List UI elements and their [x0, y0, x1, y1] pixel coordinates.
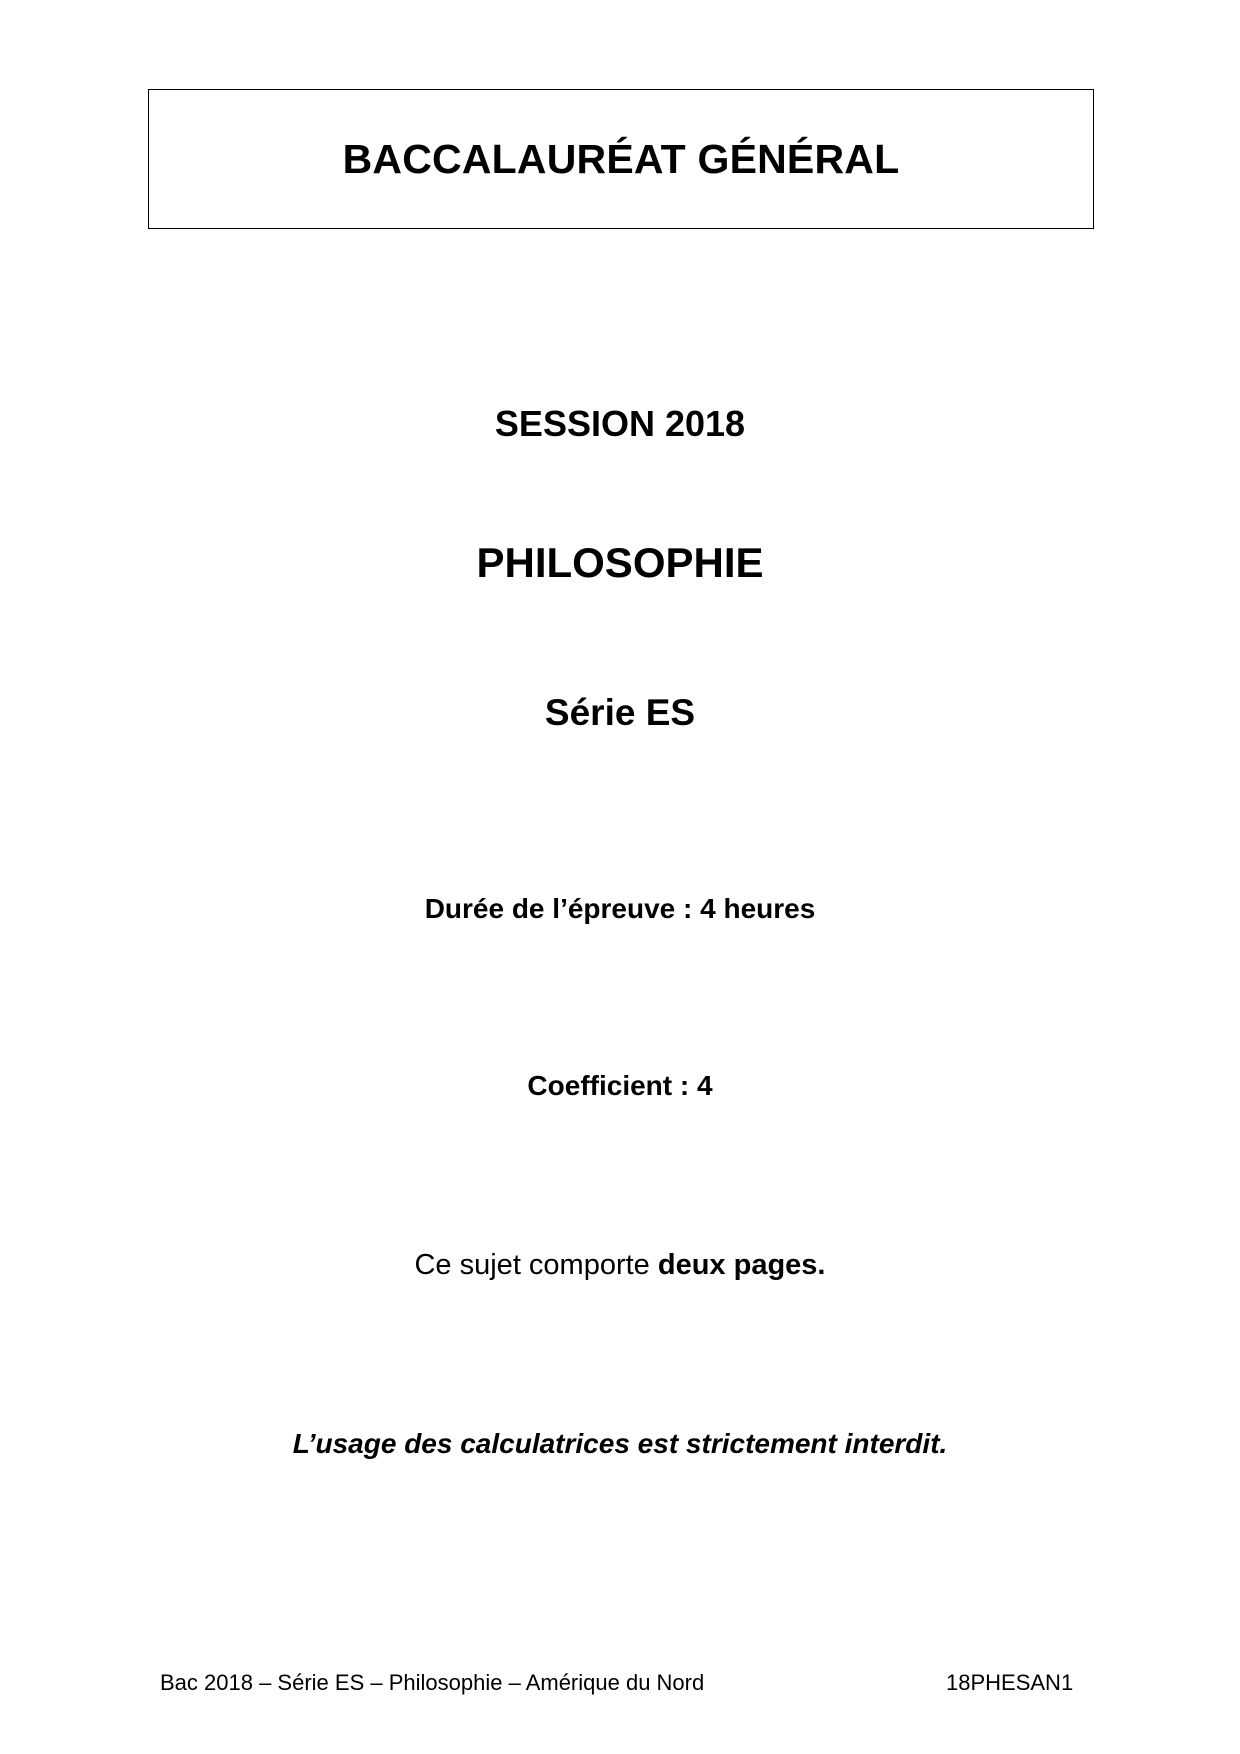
subject-title: PHILOSOPHIE [476, 539, 764, 586]
serie-label: Série ES [544, 692, 696, 733]
calculator-notice: L’usage des calculatrices est strictement interdit. [292, 1428, 948, 1459]
page-count-emphasis: deux pages. [657, 1249, 826, 1281]
page-count-prefix: Ce sujet comporte [414, 1249, 658, 1281]
duration-text: Durée de l’épreuve : 4 heures [424, 893, 816, 924]
page-count-text [0, 1249, 1240, 1282]
coefficient-text: Coefficient : 4 [527, 1070, 713, 1101]
session-label: SESSION 2018 [494, 403, 746, 444]
footer-description: Bac 2018 – Série ES – Philosophie – Amérique du Nord [160, 1670, 705, 1695]
footer-code: 18PHESAN1 [946, 1670, 1074, 1695]
document-title: BACCALAURÉAT GÉNÉRAL [342, 135, 900, 182]
title-box [148, 89, 1094, 229]
